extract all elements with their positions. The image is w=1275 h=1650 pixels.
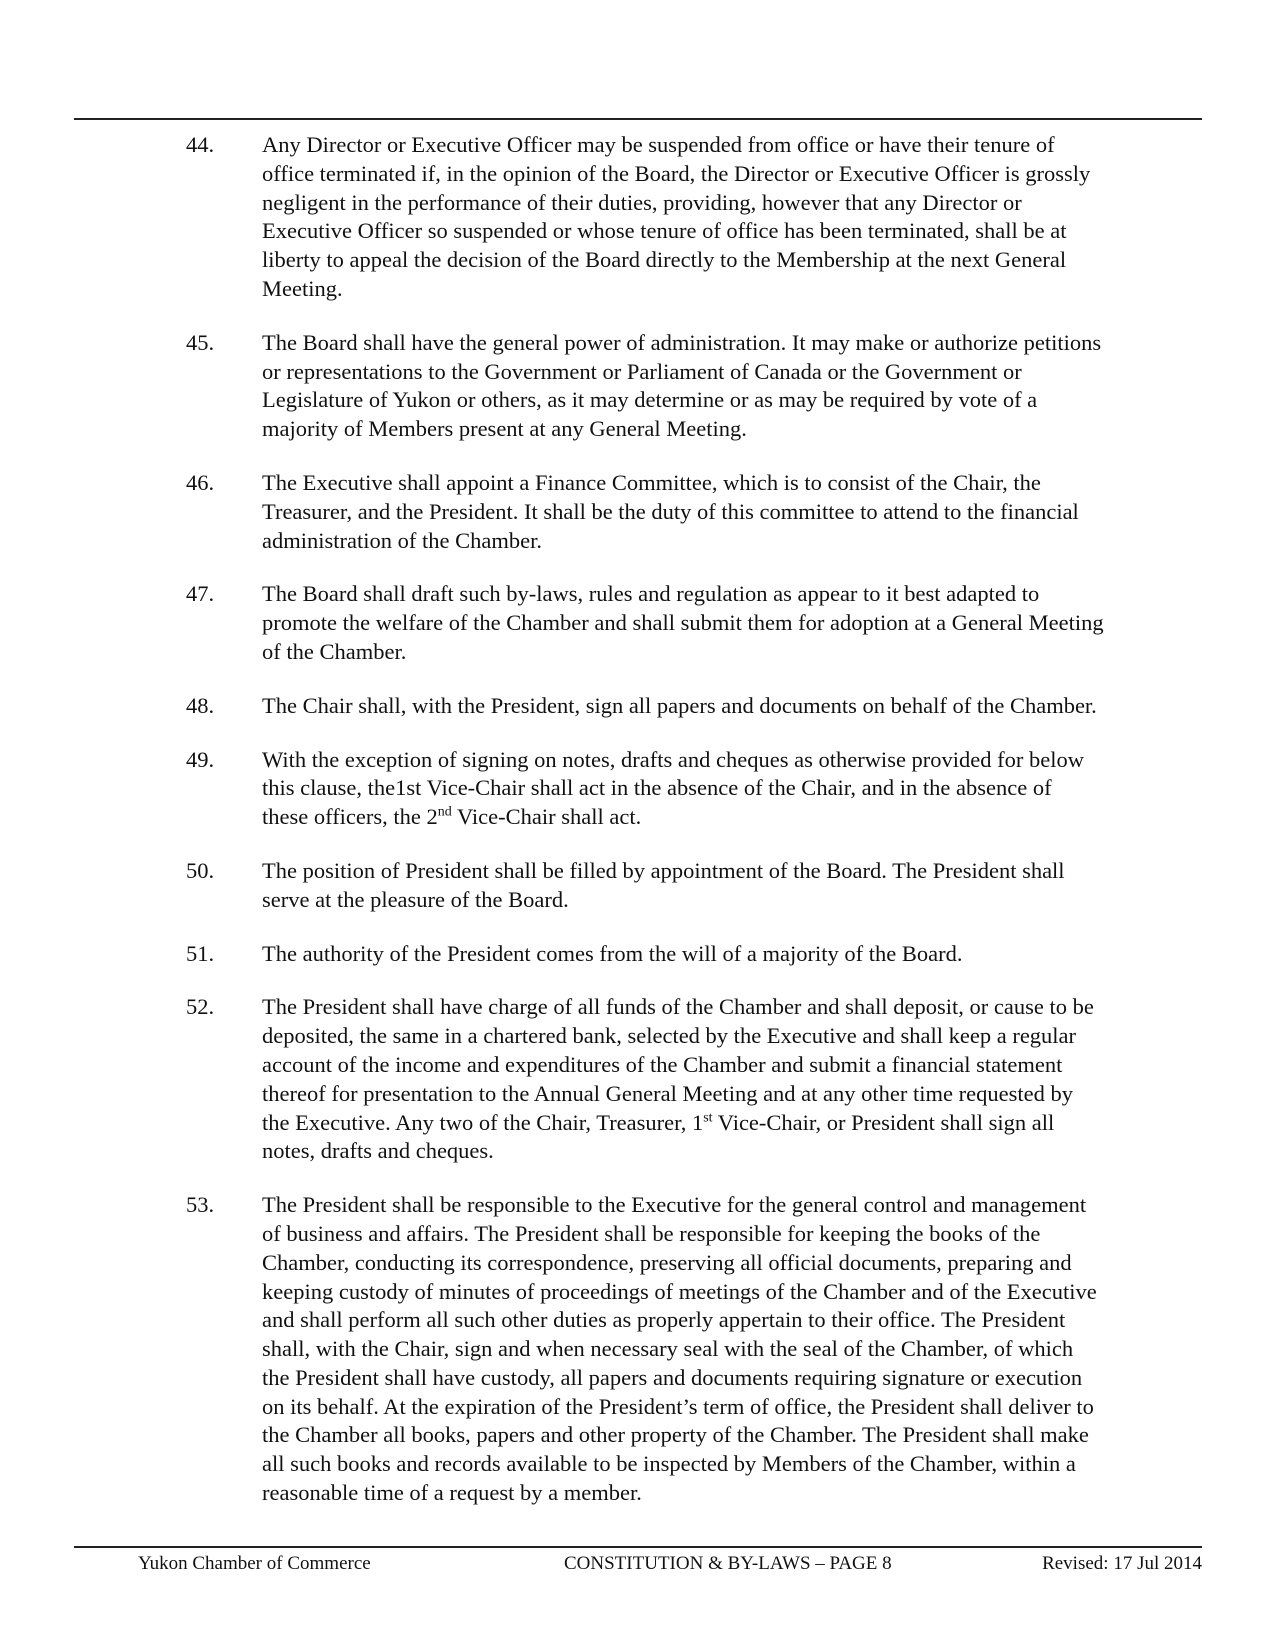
clause-number: 53. bbox=[186, 1192, 215, 1218]
clause-52 bbox=[186, 993, 1206, 1166]
clause-number: 48. bbox=[186, 692, 215, 718]
clause-text: The position of President shall be filled by appointment of the Board. The President shall serve at the pleasure of the Board. bbox=[262, 857, 1065, 912]
clause-46 bbox=[186, 469, 1206, 555]
clause-number: 44. bbox=[186, 132, 215, 157]
clause-text-part: With the exception of signing on notes, drafts and cheques as otherwise provided for below this clause, the1st Vice-Chair shall act in the absence of the Chair, and in the absence of these officers, the 2 bbox=[262, 746, 1085, 830]
clause-45 bbox=[186, 329, 1206, 444]
clause-49 bbox=[186, 746, 1206, 832]
ordinal-suffix: st bbox=[703, 1110, 713, 1126]
clause-number: 50. bbox=[186, 857, 215, 883]
clause-text-part: The President shall have charge of all funds of the Chamber and shall deposit, or cause to be deposited, the same in a chartered bank, selected by the Executive and shall keep a regular account of the income and expenditures of the Chamber and submit a financial statement thereof for presentation to the Annual General Meeting and at any other time requested by the Executive. Any two of the Chair, Treasurer, 1 bbox=[262, 994, 1094, 1135]
clause-44 bbox=[186, 131, 1206, 304]
ordinal-suffix: nd bbox=[437, 804, 452, 820]
footer-page-label: CONSTITUTION & BY-LAWS – PAGE 8 bbox=[564, 1553, 892, 1574]
clause-text: The Chair shall, with the President, sign all papers and documents on behalf of the Chamber. bbox=[262, 692, 1097, 718]
clause-list bbox=[186, 131, 1206, 1533]
clause-53 bbox=[186, 1191, 1206, 1508]
clause-number: 52. bbox=[186, 994, 215, 1020]
clause-number: 47. bbox=[186, 581, 215, 607]
clause-text-part: Vice-Chair, or President shall sign all notes, drafts and cheques. bbox=[262, 1109, 1055, 1164]
clause-number: 45. bbox=[186, 329, 215, 355]
clause-text: The President shall be responsible to the Executive for the general control and management of business and affairs. The President shall be responsible for keeping the books of the Chamber, conducting its correspondence, preserving all official documents, preparing and keeping custody of minutes of proceedings of meetings of the Chamber and of the Executive and shall perform all such other duties as properly appertain to their office. The President shall, with the Chair, sign and when necessary seal with the seal of the Chamber, of which the President shall have custody, all papers and documents requiring signature or execution on its behalf. At the expiration of the President’s term of office, the President shall deliver to the Chamber all books, papers and other property of the Chamber. The President shall make all such books and records available to be inspected by Members of the Chamber, within a reasonable time of a request by a member. bbox=[262, 1192, 1097, 1506]
footer-rule bbox=[74, 1546, 1202, 1548]
clause-number: 51. bbox=[186, 940, 215, 966]
clause-text: The authority of the President comes from the will of a majority of the Board. bbox=[262, 940, 963, 966]
clause-number: 49. bbox=[186, 746, 215, 772]
clause-number: 46. bbox=[186, 469, 215, 495]
clause-text: The Board shall draft such by-laws, rules and regulation as appear to it best adapted to promote the welfare of the Chamber and shall submit them for adoption at a General Meeting of the Chamber. bbox=[262, 581, 1104, 664]
clause-text-part: Vice-Chair shall act. bbox=[451, 804, 642, 830]
footer-organization: Yukon Chamber of Commerce bbox=[138, 1553, 371, 1574]
clause-48 bbox=[186, 692, 1206, 721]
clause-text: The Executive shall appoint a Finance Committee, which is to consist of the Chair, the Treasurer, and the President. It shall be the duty of this committee to attend to the financial administration of the Chamber. bbox=[262, 469, 1079, 553]
clause-text: Any Director or Executive Officer may be suspended from office or have their tenure of office terminated if, in the opinion of the Board, the Director or Executive Officer is grossly negligent in the performance of their duties, providing, however that any Director or Executive Officer so suspended or whose tenure of office has been terminated, shall be at liberty to appeal the decision of the Board directly to the Membership at the next General Meeting. bbox=[262, 132, 1091, 301]
clause-text bbox=[262, 746, 1206, 832]
clause-text bbox=[262, 993, 1206, 1166]
clause-50 bbox=[186, 857, 1206, 915]
clause-47 bbox=[186, 580, 1206, 666]
clause-51 bbox=[186, 940, 1206, 969]
clause-text: The Board shall have the general power of administration. It may make or authorize petitions or representations to the Government or Parliament of Canada or the Government or Legislature of Yukon or others, as it may determine or as may be required by vote of a majority of Members present at any General Meeting. bbox=[262, 329, 1102, 442]
header-rule bbox=[74, 118, 1202, 120]
footer-revision-date: Revised: 17 Jul 2014 bbox=[1042, 1553, 1202, 1574]
